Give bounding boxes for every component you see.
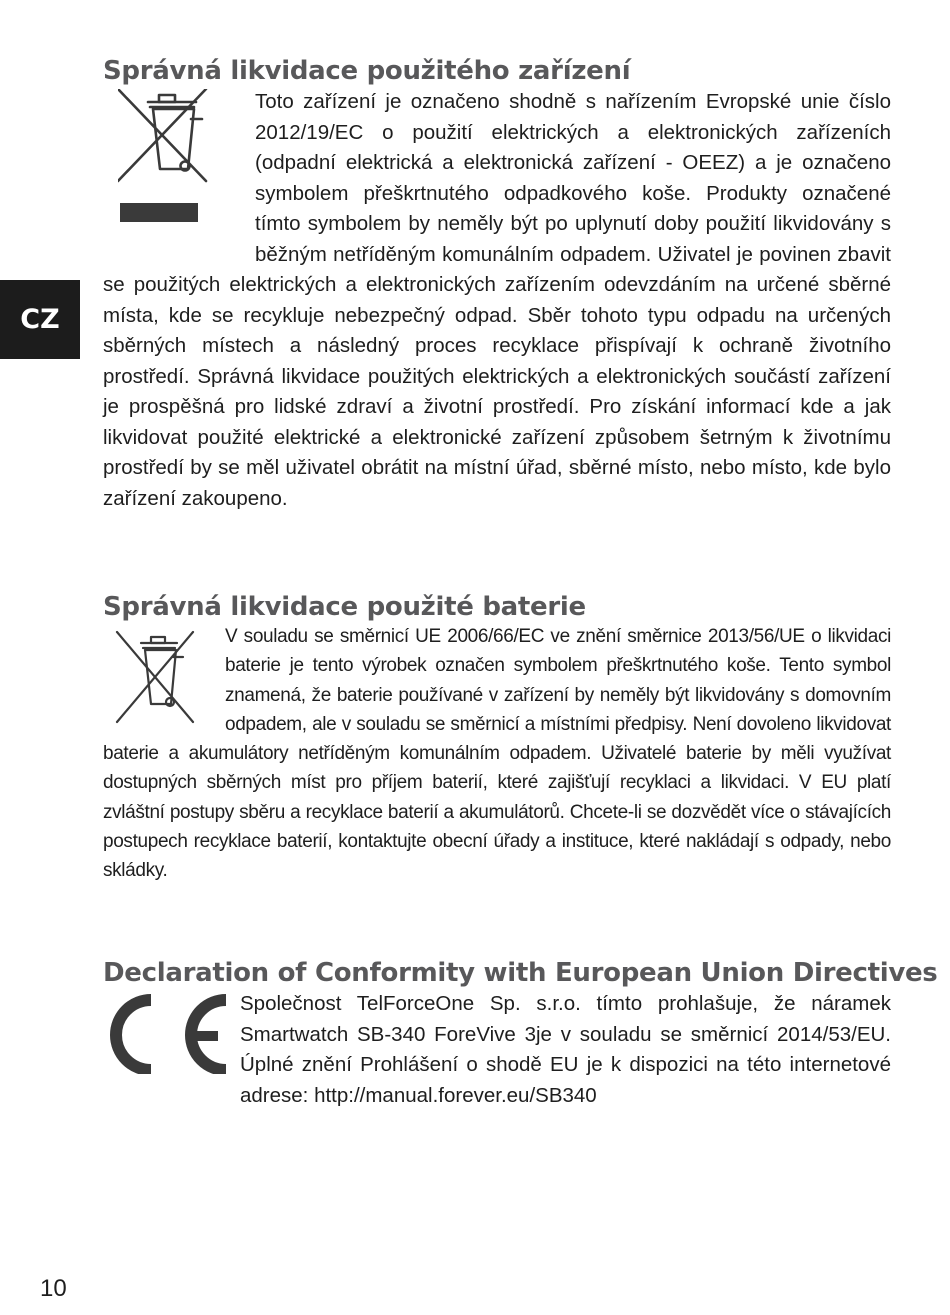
- battery-text: V souladu se směrnicí UE 2006/66/EC ve znění směrnice 2013/56/UE o likvidaci baterie je tento výrobek označen symbolem přeškrtnutého koše. Tento symbol znamená, že baterie používané v zařízení by neměly být likvidovány s domovním odpadem, ale v souladu se směrnicí a místními předpisy. Není dovoleno likvidovat baterie a akumulátory netříděným komunálním odpadem. Uživatelé baterie by měli využívat dostupných sběrných míst pro příjem baterií, které zajišťují recyklaci a likvidaci. V EU platí zvláštní postupy sběru a recyklace baterií a akumulátorů. Chcete-li se dozvědět více o stávajících postupech recyklace baterií, kontaktujte obecní úřady a instituce, které nakládají s odpady, nebo skládky.: [103, 626, 891, 882]
- conformity-paragraph: [103, 989, 891, 1111]
- language-tab: [0, 280, 80, 359]
- ce-mark-icon: [103, 989, 240, 1084]
- weee-paragraph: [103, 87, 891, 514]
- weee-section-title: Správná likvidace použitého zařízení: [103, 56, 631, 86]
- weee-text: Toto zařízení je označeno shodně s nařízením Evropské unie číslo 2012/19/EC o použití elektrických a elektronických zařízeních (odpadní elektrická a elektronická zařízení - OEEZ) a je označeno symbolem přeškrtnutého odpadkového koše. Produkty označené tímto symbolem by neměly být po uplynutí doby použití likvidovány s běžným netříděným komunálním odpadem. Uživatel je povinen zbavit se použitých elektrických a elektronických zařízením odevzdáním na určené sběrné místa, kde se recykluje nebezpečný odpad. Sběr tohoto typu odpadu na určených sběrných místech a následný proces recyklace přispívají k ochraně životního prostředí. Správná likvidace použitých elektrických a elektronických součástí zařízení je prospěšná pro lidské zdraví a životní prostředí. Pro získání informací kde a jak likvidovat použité elektrické a elektronické zařízení způsobem šetrným k životnímu prostředí by se měl uživatel obrátit na místní úřad, sběrné místo, nebo místo, kde bylo zařízení zakoupeno.: [103, 90, 891, 510]
- conformity-text: Společnost TelForceOne Sp. s.r.o. tímto prohlašuje, že náramek Smartwatch SB-340 ForeVive 3je v souladu se směrnicí 2014/53/EU. Úplné znění Prohlášení o shodě EU je k dispozici na této internetové adrese: http://manual.forever.eu/SB340: [240, 992, 891, 1107]
- conformity-section-title: Declaration of Conformity with European Union Directives: [103, 958, 938, 988]
- page-number: 10: [40, 1275, 67, 1302]
- crossed-out-wheelie-bin-icon: [118, 87, 252, 267]
- battery-section-title: Správná likvidace použité baterie: [103, 592, 586, 622]
- battery-paragraph: [103, 622, 891, 886]
- language-tab-label: CZ: [20, 304, 60, 335]
- crossed-out-bin-icon: [113, 622, 223, 734]
